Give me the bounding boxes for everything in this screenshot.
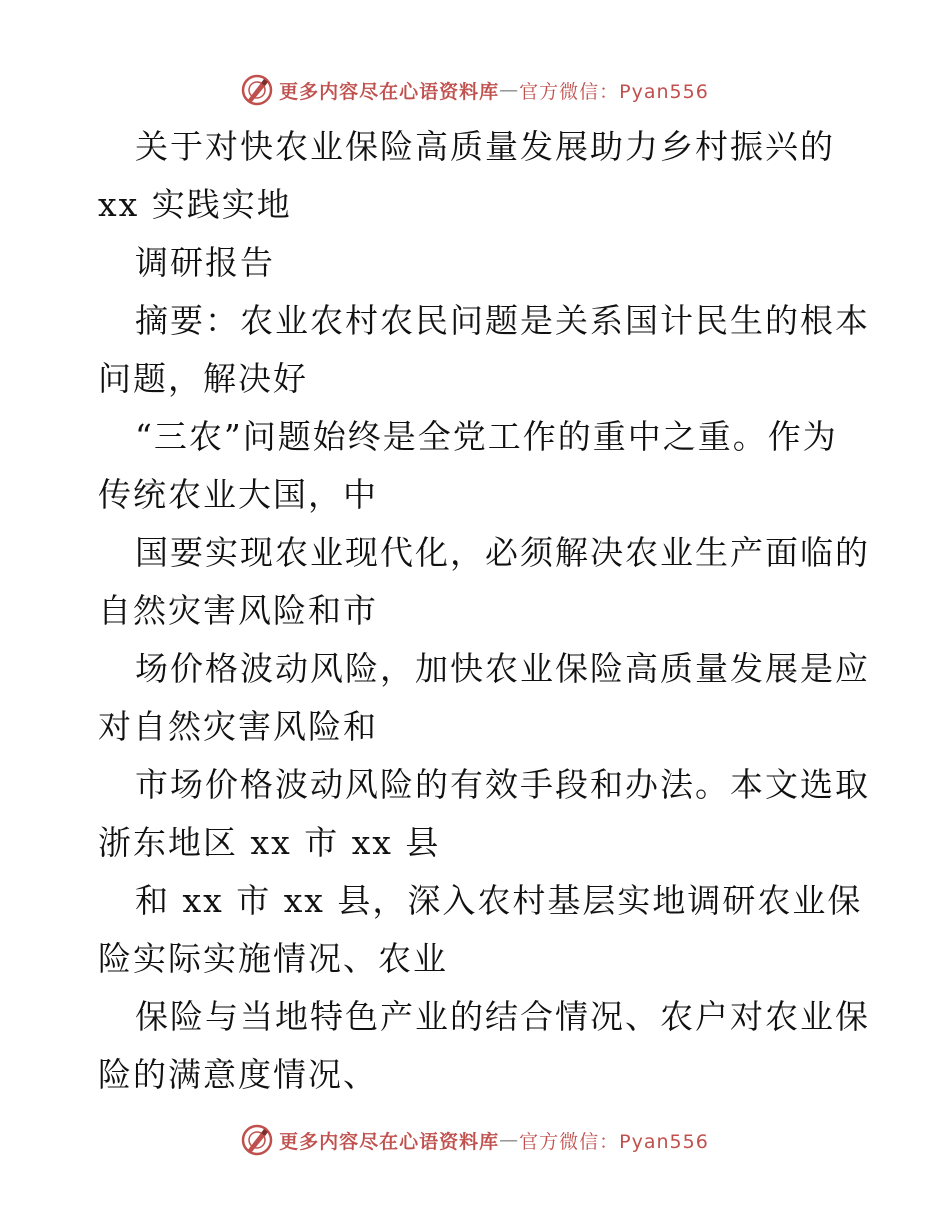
text-line: 场价格波动风险，加快农业保险高质量发展是应 (135, 649, 870, 688)
text-line: 问题，解决好 (98, 359, 308, 398)
pen-logo-icon (241, 74, 273, 106)
text-line: 浙东地区 xx 市 xx 县 (98, 823, 441, 862)
text-line: 险实际实施情况、农业 (98, 939, 448, 978)
text-line: 关于对快农业保险高质量发展助力乡村振兴的 (135, 127, 835, 166)
text-line: xx 实践实地 (98, 185, 292, 224)
text-line: 对自然灾害风险和 (98, 707, 378, 746)
banner-separator: — (499, 79, 520, 101)
text-line: 自然灾害风险和市 (98, 591, 378, 630)
text-line: 传统农业大国，中 (98, 475, 378, 514)
text-line: 和 xx 市 xx 县，深入农村基层实地调研农业保 (135, 881, 863, 920)
text-line: 险的满意度情况、 (98, 1055, 378, 1094)
header-banner (0, 70, 950, 110)
text-line: 国要实现农业现代化，必须解决农业生产面临的 (135, 533, 870, 572)
footer-banner (0, 1120, 950, 1160)
text-line: 摘要：农业农村农民问题是关系国计民生的根本 (135, 301, 870, 340)
pen-logo-icon (241, 1124, 273, 1156)
banner-wechat: 官方微信：Pyan556 (519, 1130, 709, 1153)
banner-wechat: 官方微信：Pyan556 (519, 80, 709, 103)
banner-separator: — (499, 1129, 520, 1151)
text-line: “三农”问题始终是全党工作的重中之重。作为 (135, 417, 838, 456)
banner-brand: 更多内容尽在心语资料库 (279, 80, 500, 103)
text-line: 保险与当地特色产业的结合情况、农户对农业保 (135, 997, 870, 1036)
text-line: 市场价格波动风险的有效手段和办法。本文选取 (135, 765, 870, 804)
text-line: 调研报告 (135, 243, 275, 282)
banner-brand: 更多内容尽在心语资料库 (279, 1130, 500, 1153)
